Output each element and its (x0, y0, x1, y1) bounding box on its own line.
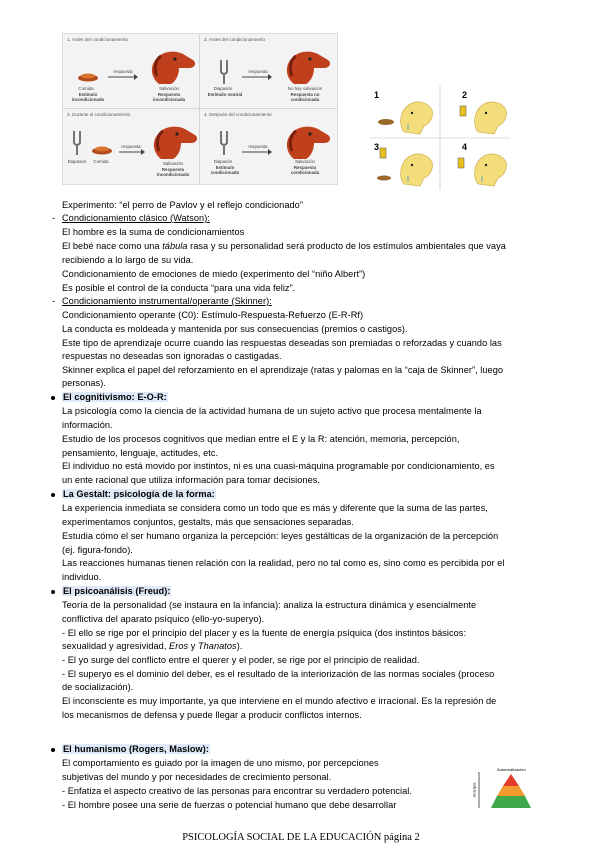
bullet (51, 396, 55, 400)
text-line: - El superyo es el dominio del deber, es el resultado de la interiorización de las normas sociales (proceso (62, 669, 495, 679)
pavlov-figure (62, 33, 338, 185)
text-line: - El yo surge del conflicto entre el querer y el poder, se rige por el principio de realidad. (62, 655, 420, 665)
text-line: (ej. figura-fondo). (62, 545, 133, 555)
food-bowl-icon (77, 72, 99, 82)
arrow-icon (108, 74, 138, 80)
text-line: El inconsciente es muy importante, ya que interviene en el mundo afectivo e irracional. Es la represión de (62, 696, 497, 706)
text-span: ). (236, 641, 243, 651)
pavlov-panel-1 (63, 34, 200, 109)
arrow-icon (242, 74, 272, 80)
highlight-label: El cognitivismo: E-O-R: (63, 392, 167, 402)
text-line: experimentamos conjuntos, gestalts, más que sensaciones separadas. (62, 517, 354, 527)
section-heading-operante: Condicionamiento instrumental/operante (Skinner): (62, 296, 272, 306)
highlight-label: El humanismo (Rogers, Maslow): (63, 744, 209, 754)
text-line: Condicionamiento operante (C0): Estímulo-Respuesta-Refuerzo (E-R-Rf) (62, 310, 364, 320)
text-span: El bebé nace como una (62, 241, 163, 251)
text-span: sexualidad y agresividad, (62, 641, 170, 651)
text-line: Skinner explica el papel del reforzamiento en el aprendizaje (ratas y palomas en la “caja de Skinner”, luego (62, 365, 504, 375)
text-line: subjetivas del mundo y por necesidades de crecimiento personal. (62, 772, 332, 782)
label: Salivación (294, 159, 315, 164)
panel-number: 1 (374, 90, 380, 100)
text-line: La psicología como la ciencia de la actividad humana de un sujeto activo que procesa mentalmente la (62, 406, 482, 416)
text-line: Estudio de los procesos cognitivos que median entre el E y la R: atención, memoria, percepción, (62, 434, 460, 444)
bullet (51, 590, 55, 594)
section-heading-cognitivismo (62, 391, 168, 403)
text-line (62, 640, 242, 652)
figure-caption: Experimento: “el perro de Pavlov y el reflejo condicionado” (62, 200, 303, 210)
text-span: rasa y su personalidad será producto de los estímulos ambientales que vaya (187, 241, 506, 251)
food-bowl-icon (91, 145, 113, 155)
text-line: La experiencia inmediata se considera como un todo que es más y diferente que la suma de las partes, (62, 503, 488, 513)
dog-icon (280, 123, 332, 161)
pavlov-panel-3 (63, 109, 200, 184)
text-line: un ente racional que utiliza información para tomar decisiones. (62, 475, 320, 485)
text-line (62, 240, 506, 252)
label: Respuesta incondicionada (152, 92, 186, 102)
text-line: - El hombre posee una serie de fuerzas o potencial humano que debe desarrollar (62, 800, 397, 810)
text-line: Estudia cómo el ser humano organiza la percepción: leyes gestálticas de la organización de la percepción (62, 531, 499, 541)
highlight-label: La Gestalt: psicología de la forma: (63, 489, 215, 499)
pyramid-side-label: Jerarquía (472, 782, 477, 798)
label: Comida (78, 86, 94, 91)
panel-title: 2. Antes del condicionamiento (204, 37, 266, 42)
panel-title: 4. Después del condicionamiento (204, 112, 272, 117)
text-line: Las reacciones humanas tienen relación con la realidad, pero no tal como es, sino como es percibida por el (62, 558, 505, 568)
tuning-fork-icon (71, 131, 83, 155)
panel-title: 1. Antes del condicionamiento (67, 37, 129, 42)
text-span: Eros (169, 641, 189, 651)
text-line: individuo. (62, 572, 102, 582)
section-heading-clasico: Condicionamiento clásico (Watson): (62, 213, 210, 223)
tuning-fork-icon (218, 131, 230, 155)
label: respuesta (121, 144, 141, 149)
text-line: Este tipo de aprendizaje ocurre cuando las respuestas deseadas son premiadas o reforzadas y cuando las (62, 338, 502, 348)
label: Respuesta no condicionada (290, 92, 320, 102)
text-line: los mecanismos de defensa y puede llegar a producir conflictos internos. (62, 710, 362, 720)
label: Salivación (158, 86, 179, 91)
label: Diapasón (213, 86, 233, 91)
text-span: tábula (162, 241, 188, 251)
maslow-pyramid (472, 764, 537, 814)
label: Estímulo incondicionado (71, 92, 105, 102)
text-line: El individuo no está movido por instintos, ni es una cuasi-máquina programable por condicionamiento, es (62, 461, 495, 471)
highlight-label: El psicoanálisis (Freud): (63, 586, 171, 596)
label: respuesta (113, 69, 133, 74)
text-line: Es posible el control de la conducta “para una vida feliz”. (62, 283, 296, 293)
text-line: conflictiva del aparato psíquico (ello-yo-superyo). (62, 614, 265, 624)
panel-number: 2 (462, 90, 468, 100)
pavlov-panel-2 (200, 34, 337, 109)
text-line: Teoría de la personalidad (se instaura en la infancia): analiza la estructura dinámica y esencialmente (62, 600, 477, 610)
section-heading-psicoanalisis (62, 585, 171, 597)
panel-title: 3. Durante el condicionamiento (67, 112, 131, 117)
dog-icon (147, 123, 199, 161)
text-line: La conducta es moldeada y mantenida por sus consecuencias (premios o castigos). (62, 324, 408, 334)
text-line: - Enfatiza el aspecto creativo de las personas para encontrar su verdadero potencial. (62, 786, 413, 796)
panel-number: 4 (462, 142, 468, 152)
label: Salivación (162, 161, 183, 166)
arrow-icon (119, 149, 145, 155)
conditioning-dogs-figure (370, 86, 510, 190)
page-footer: PSICOLOGÍA SOCIAL DE LA EDUCACIÓN página 2 (182, 832, 420, 843)
text-line: recibiendo a lo largo de su vida. (62, 255, 194, 265)
text-line: respuestas no deseadas son ignoradas o castigadas. (62, 351, 282, 361)
label: Respuesta incondicionada (156, 167, 190, 177)
label: respuesta (248, 69, 268, 74)
text-line: El hombre es la suma de condicionamientos (62, 227, 245, 237)
label: Diapasón (67, 159, 87, 164)
arrow-icon (242, 149, 272, 155)
label: Diapasón (213, 159, 233, 164)
text-line: de socialización). (62, 682, 134, 692)
bullet (51, 493, 55, 497)
text-line: personas). (62, 378, 106, 388)
dog-icon (280, 48, 332, 86)
dog-icon (145, 48, 197, 86)
label: Estímulo neutral (207, 92, 243, 97)
dash-marker: - (52, 213, 56, 223)
label: Estímulo condicionado (210, 165, 240, 175)
text-line: El comportamiento es guiado por la imagen de uno mismo, por percepciones (62, 758, 379, 768)
bullet (51, 748, 55, 752)
section-heading-humanismo (62, 743, 210, 755)
tuning-fork-icon (218, 60, 230, 84)
pyramid-label: Autorrealización (497, 767, 526, 772)
label: Respuesta condicionada (290, 165, 320, 175)
label: Comida (93, 159, 109, 164)
pavlov-panel-4 (200, 109, 337, 184)
text-line: pensamiento, lenguaje, actitudes, etc. (62, 448, 219, 458)
text-line: información. (62, 420, 113, 430)
yellow-dogs-illustration (370, 86, 510, 190)
text-span: y (188, 641, 198, 651)
text-line: Condicionamiento de emociones de miedo (experimento del “niño Albert”) (62, 269, 366, 279)
label: No hay salivación (287, 86, 323, 91)
section-heading-gestalt (62, 488, 216, 500)
label: respuesta (248, 144, 268, 149)
text-line: - El ello se rige por el principio del placer y es la fuente de energía psíquica (dos instintos básicos: (62, 628, 467, 638)
dash-marker: - (52, 296, 56, 306)
panel-number: 3 (374, 142, 380, 152)
text-span: Thanatos (197, 641, 237, 651)
